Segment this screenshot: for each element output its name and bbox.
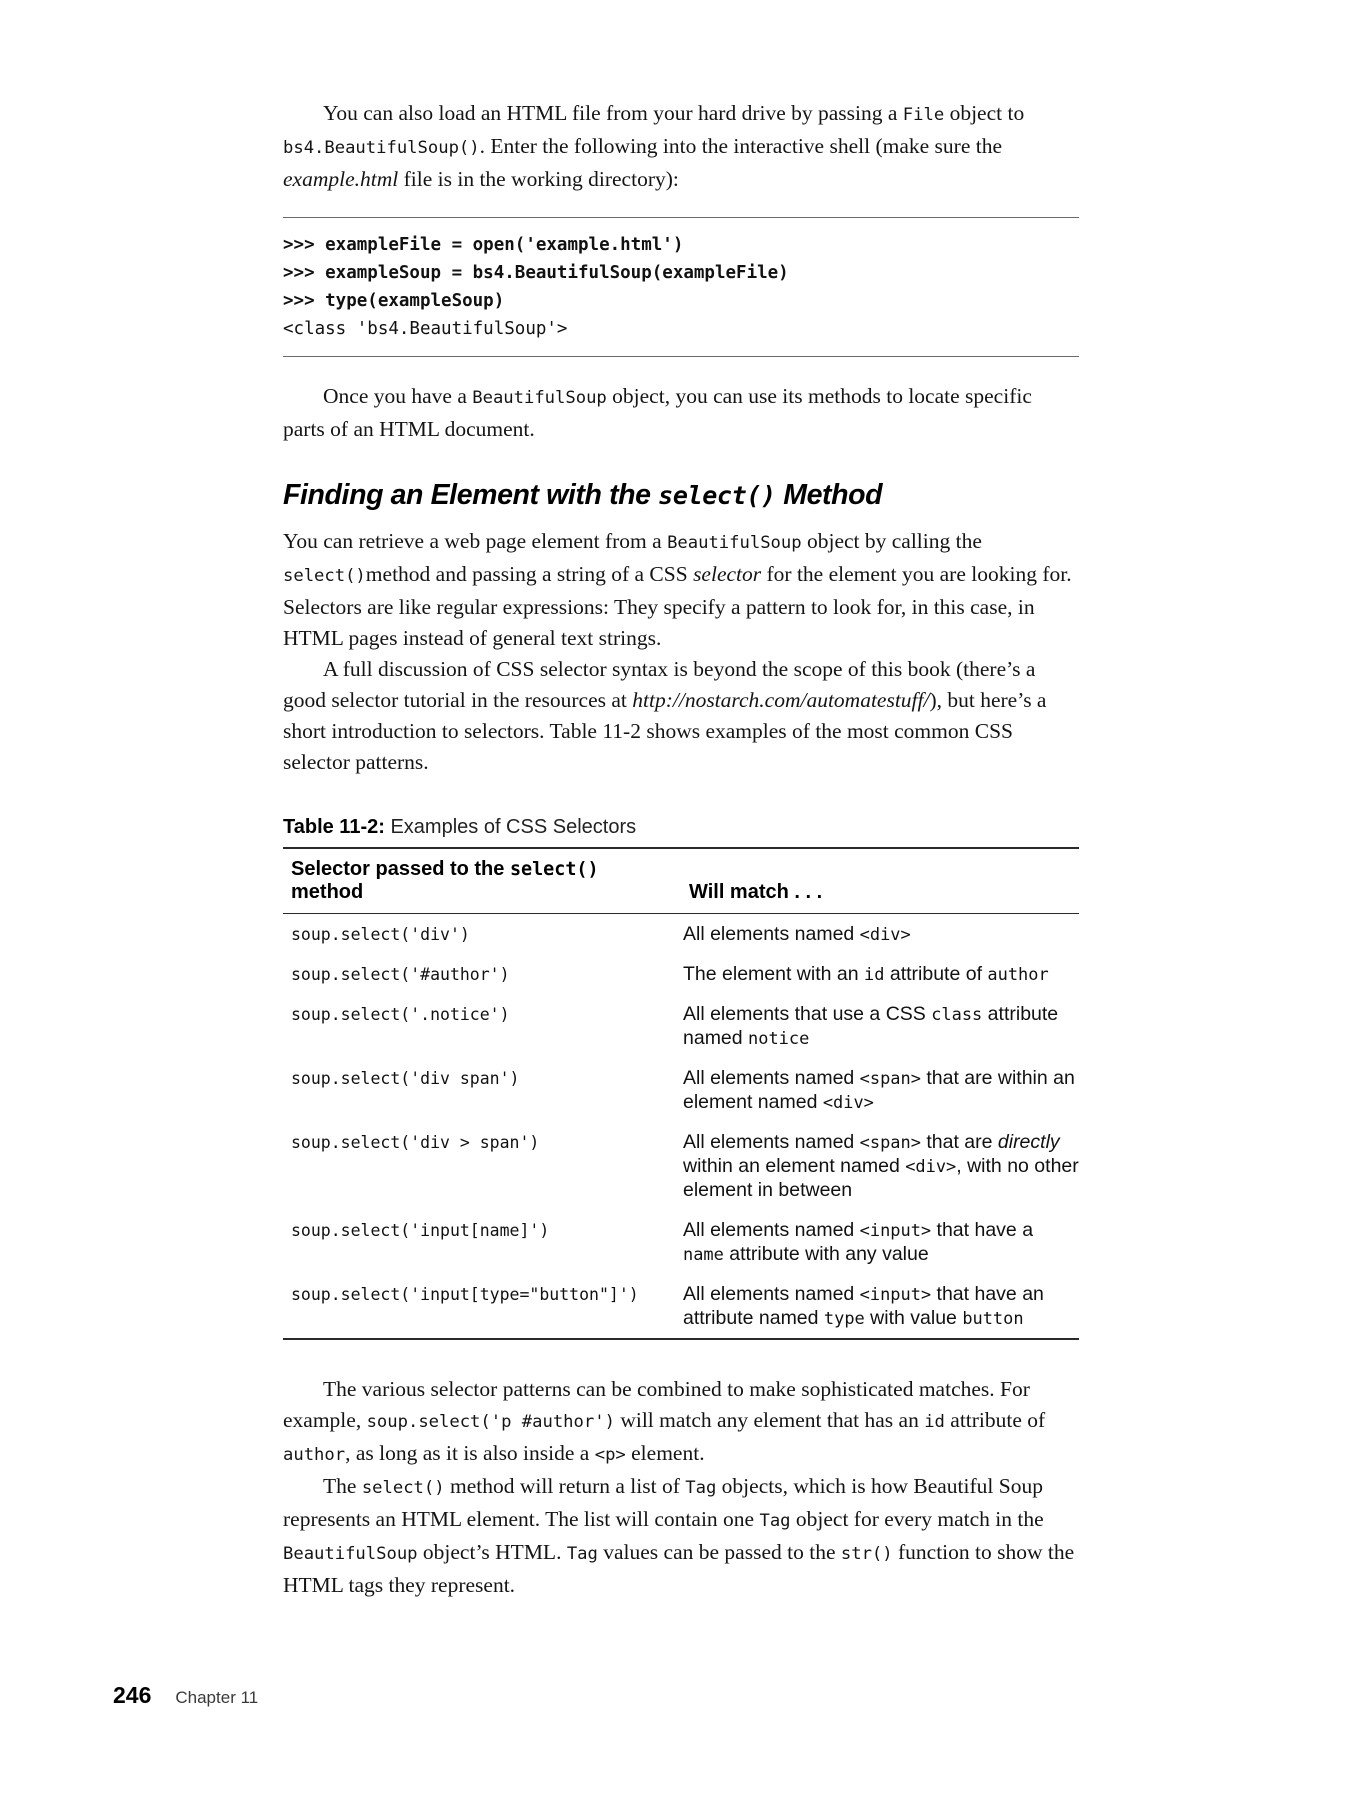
- match-cell: All elements named <input> that have a name attribute with any value: [683, 1219, 1034, 1265]
- para-once-beautifulsoup: Once you have a BeautifulSoup object, you can use its methods to locate specific parts of an HTML document.: [283, 384, 1032, 441]
- table-row: [283, 1058, 1079, 1122]
- selector-cell: soup.select('.notice'): [291, 1005, 510, 1024]
- table-row: [283, 954, 1079, 994]
- page-footer: [113, 1682, 258, 1709]
- selector-cell: soup.select('#author'): [291, 965, 510, 984]
- code-line: <class 'bs4.BeautifulSoup'>: [283, 319, 568, 339]
- table-row: [283, 1274, 1079, 1339]
- page-number: 246: [113, 1682, 152, 1708]
- match-cell: The element with an id attribute of author: [683, 963, 1049, 985]
- selector-cell: soup.select('div'): [291, 925, 470, 944]
- match-cell: All elements that use a CSS class attribute named notice: [683, 1003, 1059, 1049]
- para-select-returns: The select() method will return a list of Tag objects, which is how Beautiful Soup represents an HTML element. The list will contain one Tag object for every match in the BeautifulSoup object’s HTML. Tag values can be passed to the str() function to show the HTML tags they represent.: [283, 1474, 1075, 1597]
- code-line: >>> exampleFile = open('example.html'): [283, 235, 684, 255]
- code-line: >>> type(exampleSoup): [283, 291, 505, 311]
- table-header-row: [283, 848, 1079, 914]
- table-caption: Table 11-2: Examples of CSS Selectors: [283, 816, 637, 838]
- section-heading-select-method: Finding an Element with the select() Method: [283, 479, 883, 511]
- table-row: [283, 1122, 1079, 1210]
- selector-cell: soup.select('div span'): [291, 1069, 520, 1088]
- match-cell: All elements named <span> that are directly within an element named <div>, with no other element in between: [683, 1131, 1079, 1201]
- code-line: >>> exampleSoup = bs4.BeautifulSoup(exampleFile): [283, 263, 789, 283]
- para-load-html: You can also load an HTML file from your hard drive by passing a File object to bs4.BeautifulSoup(). Enter the following into the interactive shell (make sure the example.html file is in the working directory):: [283, 101, 1025, 191]
- match-cell: All elements named <input> that have an attribute named type with value button: [683, 1283, 1044, 1329]
- table-row: [283, 914, 1079, 955]
- para-combined-patterns: The various selector patterns can be combined to make sophisticated matches. For example, soup.select('p #author') will match any element that has an id attribute of author, as long as it is also inside a <p> element.: [283, 1377, 1046, 1465]
- para-css-discussion: A full discussion of CSS selector syntax is beyond the scope of this book (there’s a good selector tutorial in the resources at http://nostarch.com/automatestuff/), but here’s a short introduction to selectors. Table 11-2 shows examples of the most common CSS selector patterns.: [283, 657, 1047, 774]
- table-header-match: Will match . . .: [681, 848, 1079, 914]
- match-cell: All elements named <div>: [683, 923, 911, 945]
- para-retrieve-element: You can retrieve a web page element from a BeautifulSoup object by calling the select()method and passing a string of a CSS selector for the element you are looking for. Selectors are like regular expressions: They specify a pattern to look for, in this case, in HTML pages instead of general text strings.: [283, 529, 1072, 650]
- selector-cell: soup.select('input[type="button"]'): [291, 1285, 639, 1304]
- selector-cell: soup.select('input[name]'): [291, 1221, 550, 1240]
- table-header-selector: Selector passed to the select() method: [283, 848, 681, 914]
- table-row: [283, 994, 1079, 1058]
- interactive-shell-code-block: [283, 217, 1079, 357]
- table-row: [283, 1210, 1079, 1274]
- chapter-label: Chapter 11: [175, 1688, 259, 1707]
- page-content: [283, 98, 1079, 1601]
- match-cell: All elements named <span> that are within an element named <div>: [683, 1067, 1075, 1113]
- css-selectors-table: [283, 847, 1079, 1340]
- selector-cell: soup.select('div > span'): [291, 1133, 540, 1152]
